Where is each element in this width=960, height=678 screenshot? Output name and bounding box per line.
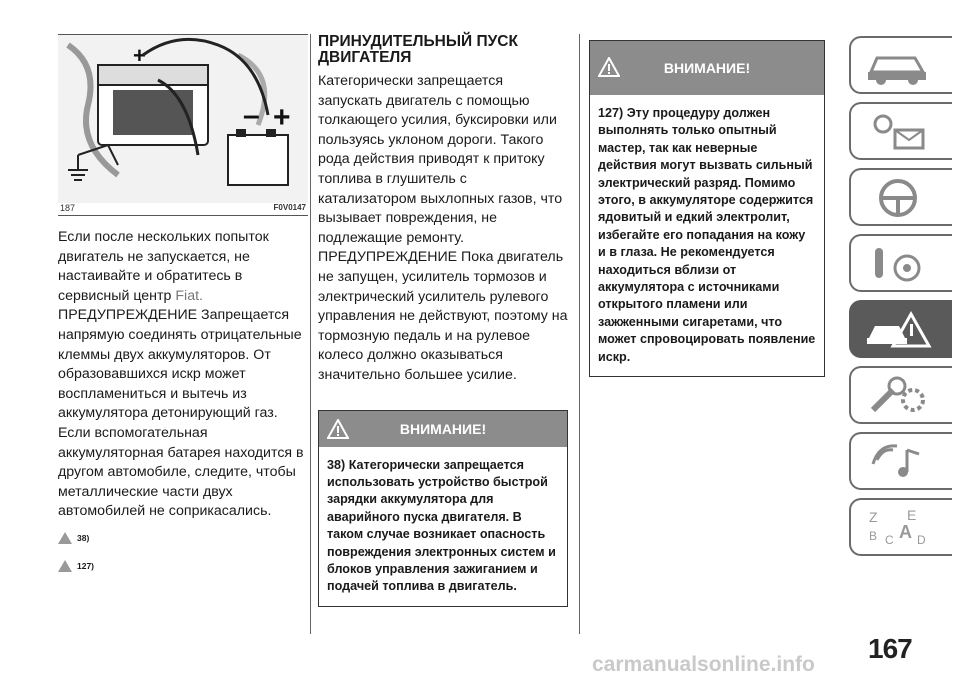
intro-paragraph [58,228,308,306]
section-paragraph: Категорически запрещается запускать двигатель с помощью толкающего усилия, буксировки или пользуясь уклоном дороги. Такого рода действия приводят к притоку топлива в глушитель с катализатором выхлопных газов, что вызывает повреждения, не подлежащие ремонту. ПРЕДУПРЕЖДЕНИЕ Пока двигатель не запущен, усилитель тормозов и электрический усилитель рулевого управления не действуют, поэтому на тормозную педаль и на рулевое колесо должно оказываться значительно большее усилие. [318,73,568,383]
emergency-icon [863,308,933,350]
warning-triangle-icon [58,532,72,544]
fiat-link: Fiat. [175,287,203,304]
warning-box-127 [589,40,825,377]
svg-text:Z: Z [869,509,878,525]
warning-text: 127) Эту процедуру должен выполнять только опытный мастер, так как неверные действия могут вызвать сильный электрический разряд. Помимо этого, в аккумуляторе содержится ядовитый и едкий электролит, избегайте его попадания на кожу и в глаза. Не рекомендуется находиться вблизи от аккумулятора с источниками открытого пламени или зажженными сигаретами, что может спровоцировать появление искр. [598,106,816,364]
svg-text:+: + [133,43,146,68]
battery-illustration [58,35,308,203]
multimedia-icon [863,440,933,482]
steering-wheel-icon [863,176,933,218]
warning-heading: ВНИМАНИЕ! [399,420,487,437]
ref-38[interactable] [58,532,308,544]
car-icon [863,44,933,86]
svg-text:+: + [273,101,291,134]
middle-column [318,34,568,607]
warning-triangle-icon [327,419,349,439]
column-divider [579,34,580,634]
warning-paragraph: ПРЕДУПРЕЖДЕНИЕ Запрещается напрямую соединять отрицательные клеммы двух аккумуляторов. От образовавшихся искр может воспламениться и вытечь из аккумулятора детонирующий газ. Если вспомогательная аккумуляторная батарея находится в другом автомобиле, следите, чтобы металлические части двух автомобилей не соприкасались. [58,307,304,520]
index-icon [863,506,933,548]
tab-safety[interactable] [849,234,952,292]
left-column [58,34,308,572]
section-title: ПРИНУДИТЕЛЬНЫЙ ПУСК ДВИГАТЕЛЯ [318,33,518,66]
ref-label: 127) [77,560,95,571]
key-airbag-icon [863,242,933,284]
tab-car[interactable] [849,36,952,94]
watermark: carmanualsonline.info [592,653,815,676]
figure-caption [60,203,306,213]
svg-text:C: C [885,533,894,547]
warning-header [319,411,567,447]
tab-lights[interactable] [849,102,952,160]
warning-header [590,41,824,95]
tab-index[interactable] [849,498,952,556]
figure-code: F0V0147 [273,203,306,212]
lights-warning-icon [863,110,933,152]
tab-multimedia[interactable] [849,432,952,490]
page-number: 167 [868,633,912,664]
svg-text:A: A [899,522,912,542]
svg-text:D: D [917,533,926,547]
tab-emergency[interactable] [849,300,952,358]
intro-text: Если после нескольких попыток двигатель не запускается, не настаивайте и обратитесь в сервисный центр [58,229,269,304]
svg-text:E: E [907,507,917,523]
chapter-tabs [849,36,952,564]
svg-text:B: B [869,529,878,543]
warning-triangle-icon [58,560,72,572]
right-column [589,34,825,377]
tab-steering[interactable] [849,168,952,226]
tools-icon [863,374,933,416]
warning-triangle-icon [598,57,620,77]
column-divider [310,34,311,634]
ref-label: 38) [77,532,90,543]
ref-127[interactable] [58,560,308,572]
warning-text: 38) Категорически запрещается использовать устройство быстрой зарядки аккумулятора для аварийного пуска двигателя. В таком случае возникает опасность повреждения электронных систем и блоков управления зажиганием и подачей топлива в двигатель. [327,457,556,594]
tab-maintenance[interactable] [849,366,952,424]
jump-start-figure [58,34,308,216]
svg-text:–: – [243,99,260,132]
warning-heading: ВНИМАНИЕ! [663,60,751,76]
figure-number: 187 [60,203,76,213]
warning-box-38 [318,410,568,607]
